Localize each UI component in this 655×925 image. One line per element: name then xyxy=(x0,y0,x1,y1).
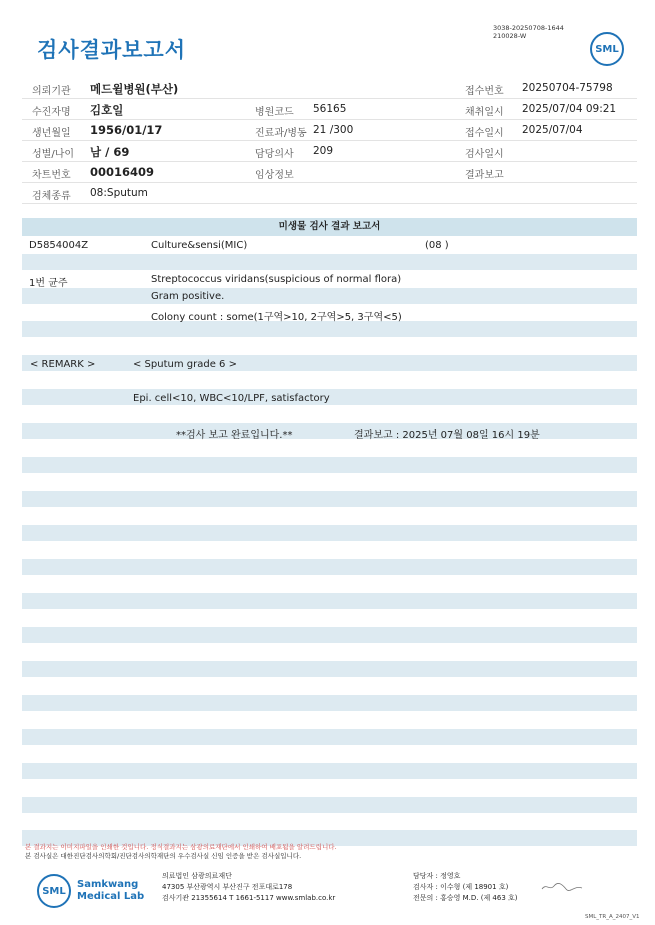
field-value: 08:Sputum xyxy=(90,187,148,199)
field-value: 00016409 xyxy=(90,165,155,179)
field-label: 접수일시 xyxy=(465,128,504,139)
sml-logo: SML xyxy=(590,32,624,66)
field-value: 2025/07/04 xyxy=(522,124,583,136)
row-stripe xyxy=(22,627,637,643)
row-stripe xyxy=(22,661,637,677)
brand-name: Samkwang Medical Lab xyxy=(77,879,145,902)
patient-info-table xyxy=(22,78,637,204)
remark-text: Epi. cell<10, WBC<10/LPF, satisfactory xyxy=(133,393,330,404)
page-title: 검사결과보고서 xyxy=(37,38,187,62)
footer-note-image: 본 결과지는 이미지파일을 인쇄한 것입니다. 정식결과지는 삼광의료재단에서 인쇄하여 배포됨을 알려드립니다. xyxy=(25,843,337,851)
info-row xyxy=(22,162,637,183)
document-id: 3038-20250708-1644 210028-W xyxy=(493,24,564,40)
row-stripe xyxy=(22,321,637,337)
gram-stain: Gram positive. xyxy=(151,291,225,302)
field-label: 담당의사 xyxy=(255,149,294,160)
field-label: 수진자명 xyxy=(32,107,71,118)
signature xyxy=(540,881,585,893)
field-label: 접수번호 xyxy=(465,86,504,97)
field-value: 1956/01/17 xyxy=(90,123,163,137)
field-value: 남 / 69 xyxy=(90,145,130,159)
info-row xyxy=(22,120,637,141)
field-value: 김호일 xyxy=(90,103,124,117)
info-row xyxy=(22,99,637,120)
field-value: 20250704-75798 xyxy=(522,82,613,94)
org-info: 의료법인 삼광의료재단 47305 부산광역시 부산진구 전포대로178 검사기관 21355614 T 1661-5117 www.smlab.co.kr xyxy=(162,872,336,902)
row-stripe xyxy=(22,763,637,779)
form-code: SML_TR_A_2407_V1 xyxy=(585,914,640,920)
field-value: 21 /300 xyxy=(313,124,354,136)
field-label: 병원코드 xyxy=(255,107,294,118)
row-stripe xyxy=(22,491,637,507)
row-stripe xyxy=(22,288,637,304)
row-stripe xyxy=(22,729,637,745)
row-stripe xyxy=(22,559,637,575)
footer-note-certified: 본 검사실은 대한진단검사의학회/진단검사의학재단의 우수검사실 신임 인증을 받은 검사실입니다. xyxy=(25,852,302,860)
row-stripe xyxy=(22,593,637,609)
field-value: 56165 xyxy=(313,103,347,115)
report-complete: **검사 보고 완료입니다.** xyxy=(176,430,293,441)
report-time: 결과보고 : 2025년 07월 08일 16시 19분 xyxy=(354,430,540,441)
remark-title: < Sputum grade 6 > xyxy=(133,359,237,370)
row-stripe xyxy=(22,423,637,439)
colony-count: Colony count : some(1구역>10, 2구역>5, 3구역<5) xyxy=(151,312,402,323)
section-title: 미생물 검사 결과 보고서 xyxy=(22,218,637,236)
remark-label: < REMARK > xyxy=(30,359,96,370)
row-stripe xyxy=(22,457,637,473)
row-stripe xyxy=(22,355,637,371)
row-stripe xyxy=(22,695,637,711)
info-row xyxy=(22,78,637,99)
organism-name: Streptococcus viridans(suspicious of normal flora) xyxy=(151,274,402,285)
field-label: 진료과/병동 xyxy=(255,128,307,139)
field-label: 검체종류 xyxy=(32,191,71,202)
test-code: (08 ) xyxy=(425,240,449,251)
field-value: 209 xyxy=(313,145,334,157)
field-label: 채취일시 xyxy=(465,107,504,118)
field-label: 결과보고 xyxy=(465,170,504,181)
field-label: 검사일시 xyxy=(465,149,504,160)
field-label: 성별/나이 xyxy=(32,149,75,160)
organism-label: 1번 균주 xyxy=(29,278,68,289)
row-stripe xyxy=(22,254,637,270)
row-stripe xyxy=(22,797,637,813)
field-label: 차트번호 xyxy=(32,170,71,181)
field-label: 의뢰기관 xyxy=(32,86,71,97)
specimen-code: D5854004Z xyxy=(29,240,89,251)
field-value: 메드윌병원(부산) xyxy=(90,82,179,96)
row-stripe xyxy=(22,525,637,541)
staff-info: 담당자 : 정영호 검사자 : 이수형 (제 18901 호) 전문의 : 홍승영 M.D. (제 463 호) xyxy=(413,872,518,902)
sml-logo-mark: SML xyxy=(37,874,71,908)
info-row xyxy=(22,183,637,204)
field-label: 임상정보 xyxy=(255,170,294,181)
info-row xyxy=(22,141,637,162)
field-value: 2025/07/04 09:21 xyxy=(522,103,617,115)
field-label: 생년월일 xyxy=(32,128,71,139)
footer-logo xyxy=(37,874,144,908)
test-name: Culture&sensi(MIC) xyxy=(151,240,248,251)
